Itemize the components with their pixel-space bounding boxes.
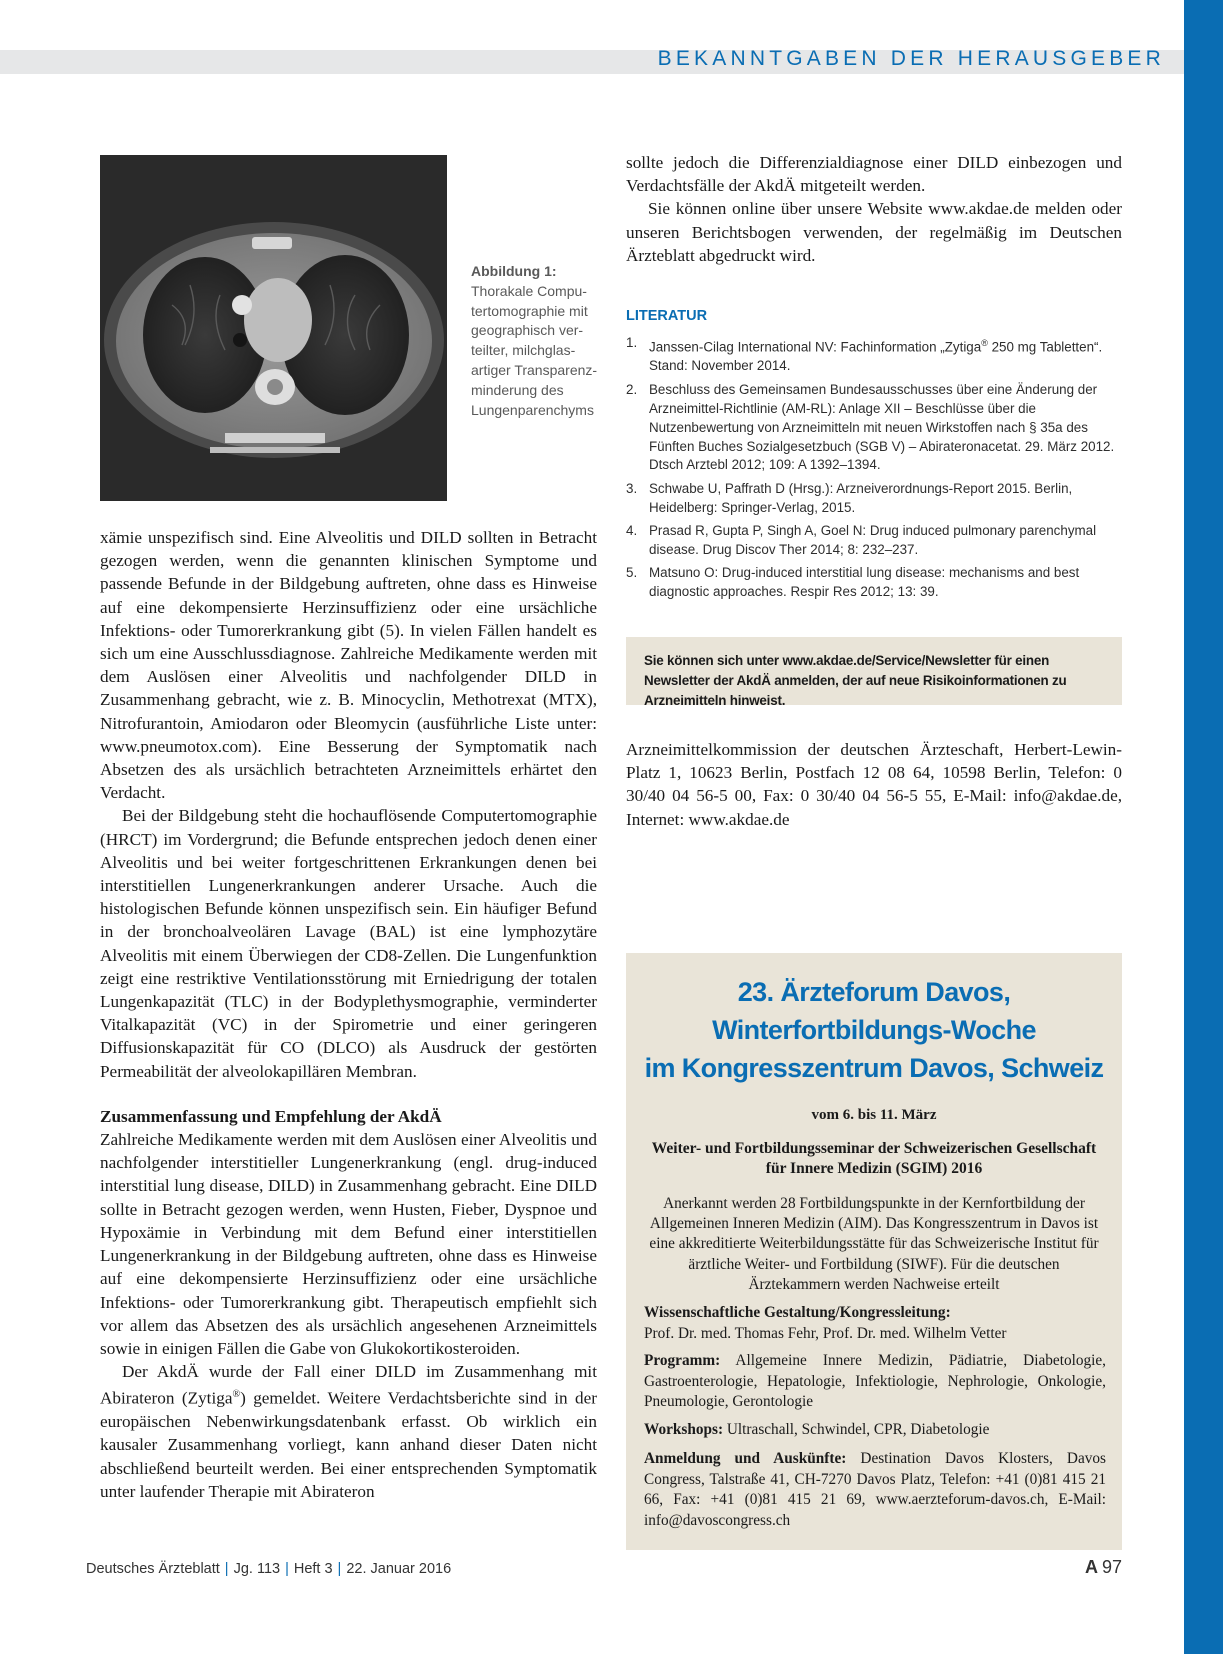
- paragraph: Zahlreiche Medikamente werden mit dem Auslösen einer Alveolitis und nachfolgender interstitieller Lungenerkrankung (engl. drug-induced interstitial lung disease, DILD) in Zusammenhang gebracht. Eine DILD sollte in Betracht gezogen werden, wenn Husten, Fieber, Dyspnoe und Hypoxämie in Verbindung mit dem Befund einer interstitiellen Lungenerkrankung in der Bildgebung auftreten, ohne dass es Hinweise auf eine dekompensierte Herzinsuffizienz oder eine ursächliche Infektions- oder Tumorerkrankung gibt. Therapeutisch empfiehlt sich vor allem das Absetzen des als ursächlich angesehenen Arzneimittels sowie in einigen Fällen die Gabe von Glukokortikosteroiden.: [100, 1130, 597, 1358]
- event-title-line: im Kongresszentrum Davos, Schweiz: [644, 1053, 1104, 1083]
- issue: Heft 3: [293, 1561, 333, 1577]
- text-run: Beschluss des Gemeinsamen Bundesausschusses über eine Änderung der Arzneimittel-Richtlinie (AM-RL): Anlage XII – Beschlüsse über die Nutzenbewertung von Arzneimitteln mit neuen Wirkstoffen nach § 35a des Fünften Buches Sozialgesetzbuch (SGB V) – Abirateronacetat. 29. März 2012. Dtsch Arztebl 2012; 109: A 1392–1394.: [649, 381, 1115, 473]
- separator: |: [224, 1561, 229, 1577]
- event-leitung: [644, 1303, 1106, 1344]
- section-title: BEKANNTGABEN DER HERAUSGEBER: [657, 47, 1165, 70]
- contact-address: Arzneimittelkommission der deutschen Ärzteschaft, Herbert-Lewin-Platz 1, 10623 Berlin, Postfach 12 08 64, 10598 Berlin, Telefon: 0 30/40 04 56-5 00, Fax: 0 30/40 04 56-5 55, E-Mail: info@akdae.de, Internet: www.akdae.de: [626, 740, 1122, 829]
- newsletter-box: [626, 637, 1122, 708]
- paragraph: xämie unspezifisch sind. Eine Alveolitis und DILD sollten in Betracht gezogen werden, wenn die genannten klinischen Symptome und passende Befunde in der Bildgebung auftreten, ohne dass es Hinweise auf eine dekompensierte Herzinsuffizienz oder eine ursächliche Infektions- oder Tumorerkrankung gibt (5). In vielen Fällen handelt es sich um eine Ausschlussdiagnose. Zahlreiche Medikamente werden mit dem Auslösen einer Alveolitis und nachfolgender DILD in Zusammenhang gebracht, wie z. B. Minocyclin, Methotrexat (MTX), Nitrofurantoin, Amiodaron oder Bleomycin (ausführliche Liste unter: www.pneumotox.com). Eine Besserung der Symptomatik nach Absetzen des als ursächlich betrachteten Arzneimittels erhärtet den Verdacht.: [100, 528, 597, 803]
- value: Destination Davos Klosters, Davos Congress, Talstraße 41, CH-7270 Davos Platz, Telefon: +41 (0)81 415 21 66, Fax: +41 (0)81 415 21 69, www.aerzteforum-davos.ch, E-Mail: info@davoscongress.ch: [644, 1450, 1106, 1529]
- footer-citation: [86, 1561, 451, 1577]
- right-column-text: [626, 151, 1122, 267]
- issue-date: 22. Januar 2016: [346, 1561, 452, 1577]
- event-accreditation: Anerkannt werden 28 Fortbildungspunkte in der Kernfortbildung der Allgemeinen Inneren Medizin (AIM). Das Kongresszentrum in Davos ist eine akkreditierte Weiterbildungsstätte für das Schweizerische Institut für ärztliche Weiter- und Fortbildung (SIWF). Für die deutschen Ärztekammern werden Nachweise erteilt: [649, 1195, 1099, 1293]
- literature-item: [626, 522, 1122, 560]
- page-number-value: 97: [1101, 1557, 1122, 1577]
- text-run: Janssen-Cilag International NV: Fachinformation „Zytiga: [649, 339, 982, 355]
- literature-item: [626, 334, 1122, 376]
- event-seminar: Weiter- und Fortbildungsseminar der Schweizerischen Gesellschaft für Innere Medizin (SGIM) 2016: [651, 1140, 1097, 1177]
- event-programm: [644, 1351, 1106, 1413]
- registered-mark: ®: [981, 338, 988, 348]
- paragraph: sollte jedoch die Differenzialdiagnose einer DILD einbezogen und Verdachtsfälle der AkdÄ mitgeteilt werden.: [626, 153, 1122, 196]
- caption-line: minderung des: [471, 381, 564, 398]
- label: Anmeldung und Auskünfte:: [644, 1450, 847, 1467]
- section-subheading: Zusammenfassung und Empfehlung der AkdÄ: [100, 1106, 442, 1126]
- caption-line: Thorakale Compu-: [471, 282, 587, 299]
- label: Programm:: [644, 1352, 721, 1369]
- event-announcement-box: [626, 953, 1122, 1550]
- sidebar-color-bar: [1184, 0, 1223, 1654]
- registered-mark: ®: [232, 1389, 241, 1401]
- paragraph: Sie können online über unsere Website www.akdae.de melden oder unseren Berichtsbogen verwenden, der regelmäßig im Deutschen Ärzteblatt abgedruckt wird.: [626, 199, 1122, 265]
- event-title: [626, 973, 1122, 1087]
- value: Prof. Dr. med. Thomas Fehr, Prof. Dr. med. Wilhelm Vetter: [644, 1324, 1007, 1342]
- page-number: [1085, 1557, 1122, 1578]
- caption-line: Lungenparenchyms: [471, 401, 594, 418]
- literature-item: [626, 381, 1122, 476]
- ct-scan-image: [100, 155, 447, 501]
- literature-item: [626, 564, 1122, 602]
- newsletter-text: Sie können sich unter www.akdae.de/Service/Newsletter für einen Newsletter der AkdÄ anmelden, der auf neue Risikoinformationen zu Arzneimitteln hinweist.: [644, 653, 1067, 708]
- ct-scan-figure: [100, 155, 447, 501]
- separator: |: [337, 1561, 342, 1577]
- text-run: ) gemeldet. Weitere Verdachtsberichte sind in der europäischen Nebenwirkungsdatenbank erfasst. Ob wirklich ein kausaler Zusammenhang vorliegt, kann anhand dieser Daten nicht abschließend beurteilt werden. Bei einer entsprechenden Symptomatik unter laufender Therapie mit Abirateron: [100, 1389, 597, 1501]
- text-run: Schwabe U, Paffrath D (Hrsg.): Arzneiverordnungs-Report 2015. Berlin, Heidelberg: Springer-Verlag, 2015.: [649, 480, 1073, 515]
- literature-heading: LITERATUR: [626, 308, 708, 324]
- paragraph: [100, 1360, 597, 1503]
- caption-line: artiger Transparenz-: [471, 361, 598, 378]
- figure-caption: [471, 262, 601, 420]
- text-run: 250 mg Tabletten“. Stand: November 2014.: [649, 339, 1103, 374]
- left-column-text: [100, 526, 597, 1503]
- item-number: 5.: [626, 565, 638, 581]
- literature-item: [626, 480, 1122, 518]
- journal-name: Deutsches Ärzteblatt: [86, 1561, 220, 1577]
- caption-line: tertomographie mit: [471, 302, 588, 319]
- value: Ultraschall, Schwindel, CPR, Diabetologie: [723, 1421, 990, 1438]
- label: Workshops:: [644, 1421, 724, 1438]
- item-number: 2.: [626, 381, 638, 397]
- text-run: Matsuno O: Drug-induced interstitial lung disease: mechanisms and best diagnostic approaches. Respir Res 2012; 13: 39.: [649, 565, 1080, 600]
- event-anmeldung: [644, 1449, 1106, 1531]
- label: Wissenschaftliche Gestaltung/Kongressleitung:: [644, 1304, 951, 1321]
- event-dates: vom 6. bis 11. März: [811, 1107, 937, 1123]
- event-title-line: 23. Ärzteforum Davos,: [737, 977, 1011, 1007]
- text-run: Der AkdÄ wurde der Fall einer DILD im Zusammenhang mit Abirateron (Zytiga: [100, 1362, 597, 1409]
- item-number: 3.: [626, 480, 638, 496]
- event-title-line: Winterfortbildungs-Woche: [712, 1015, 1036, 1045]
- separator: |: [285, 1561, 289, 1577]
- page-prefix: A: [1084, 1557, 1098, 1577]
- value: Allgemeine Innere Medizin, Pädiatrie, Diabetologie, Gastroenterologie, Hepatologie, Infektiologie, Nephrologie, Onkologie, Pneumologie, Gerontologie: [644, 1352, 1106, 1410]
- caption-line: teilter, milchglas-: [471, 342, 576, 359]
- item-number: 4.: [626, 523, 638, 539]
- event-workshops: [644, 1420, 1106, 1441]
- volume: Jg. 113: [233, 1561, 281, 1577]
- paragraph: Bei der Bildgebung steht die hochauflösende Computertomographie (HRCT) im Vordergrund; die Befunde entsprechen jedoch denen einer Alveolitis und bei weiter fortgeschrittenen Erkrankungen denen bei interstitiellen Lungenerkrankungen anderer Ursache. Auch die histologischen Befunde können unspezifisch sein. Ein häufiger Befund in der bronchoalveolären Lavage (BAL) ist eine lymphozytäre Alveolitis mit einem Überwiegen der CD8-Zellen. Die Lungenfunktion zeigt eine restriktive Ventilationsstörung mit Erniedrigung der totalen Lungenkapazität (TLC) in der Bodyplethysmographie, verminderter Vitalkapazität (VC) in der Spirometrie und einer geringeren Diffusionskapazität für CO (DLCO) als Ausdruck der gestörten Permeabilität der alveolokapillären Membran.: [100, 806, 597, 1081]
- text-run: Prasad R, Gupta P, Singh A, Goel N: Drug induced pulmonary parenchymal disease. Drug Discov Ther 2014; 8: 232–237.: [649, 523, 1097, 558]
- literature-list: [626, 334, 1122, 607]
- caption-title: Abbildung 1:: [471, 263, 557, 279]
- address-block: [626, 738, 1122, 831]
- caption-line: geographisch ver-: [471, 322, 584, 339]
- item-number: 1.: [626, 335, 638, 350]
